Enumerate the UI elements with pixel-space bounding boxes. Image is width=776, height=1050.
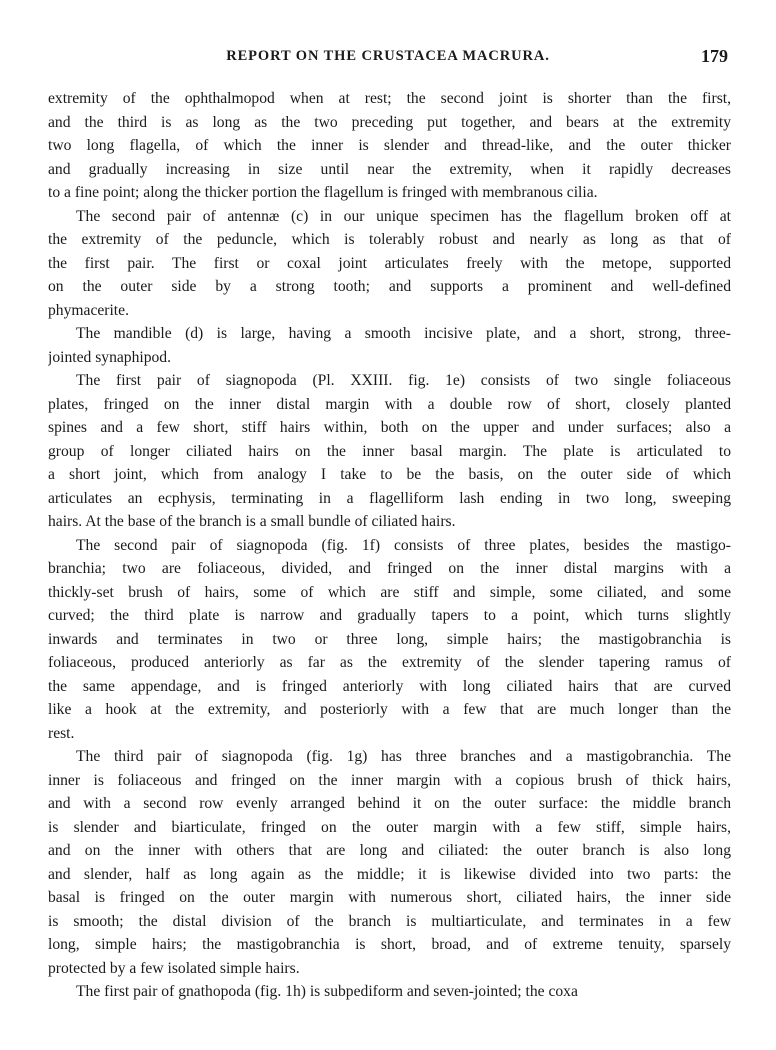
text-line: rest. [48,724,75,742]
running-title: REPORT ON THE CRUSTACEA MACRURA. [226,48,550,64]
text-line: hairs. At the base of the branch is a small bundle of ciliated hairs. [48,513,456,530]
text-line: is slender and biarticulate, fringed on the outer margin with a few stiff, simple hairs, [48,818,731,836]
text-line: and with a second row evenly arranged behind it on the outer surface: the middle branch [48,795,731,812]
text-line: and slender, half as long again as the middle; it is likewise divided into two parts: the [48,865,731,883]
text-line: the same appendage, and is fringed anteriorly with long ciliated hairs that are curved [48,677,731,695]
text-line: basal is fringed on the outer margin with numerous short, ciliated hairs, the inner side [48,889,731,906]
text-line: on the outer side by a strong tooth; and supports a prominent and well-defined [48,278,731,295]
text-line: spines and a few short, stiff hairs within, both on the upper and under surfaces; also a [48,419,731,436]
text-line: and on the inner with others that are long and ciliated: the outer branch is also long [48,842,731,859]
text-line: jointed synaphipod. [48,348,172,366]
text-line: phymacerite. [48,301,129,319]
text-line: two long flagella, of which the inner is slender and thread-like, and the outer thicker [48,137,731,154]
body-text [48,87,731,1004]
text-line: branchia; two are foliaceous, divided, and fringed on the inner distal margins with a [48,560,731,577]
text-line: thickly-set brush of hairs, some of which are stiff and simple, some ciliated, and some [48,583,731,601]
text-line: a short joint, which from analogy I take to be the basis, on the outer side of which [48,466,731,483]
text-line: the extremity of the peduncle, which is tolerably robust and nearly as long as that of [48,231,731,248]
paragraph [48,369,731,534]
text-line: The first pair of siagnopoda (Pl. XXIII. fig. 1e) consists of two single foliaceous [76,372,731,389]
page-number: 179 [701,46,728,66]
text-line: The second pair of siagnopoda (fig. 1f) consists of three plates, besides the mastigo- [76,536,731,554]
text-line: articulates an ecphysis, terminating in a flagelliform lash ending in two long, sweeping [48,489,731,507]
paragraph [48,322,731,369]
text-line: group of longer ciliated hairs on the inner basal margin. The plate is articulated to [48,442,731,460]
text-line: and the third is as long as the two preceding put together, and bears at the extremity [48,113,731,131]
text-line: foliaceous, produced anteriorly as far as the extremity of the slender tapering ramus of [48,654,731,671]
paragraph [48,980,731,1004]
text-line: long, simple hairs; the mastigobranchia is short, broad, and of extreme tenuity, sparsely [48,936,731,953]
text-line: inwards and terminates in two or three long, simple hairs; the mastigobranchia is [48,630,731,648]
text-line: The third pair of siagnopoda (fig. 1g) has three branches and a mastigobranchia. The [76,748,731,765]
text-line: is smooth; the distal division of the branch is multiarticulate, and terminates in a few [48,912,731,930]
text-line: The first pair of gnathopoda (fig. 1h) is subpediform and seven-jointed; the coxa [76,983,578,1000]
running-header [48,48,728,72]
paragraph [48,745,731,980]
paragraph [48,205,731,323]
text-line: The second pair of antennæ (c) in our unique specimen has the flagellum broken off at [76,207,731,225]
paragraph [48,87,731,205]
text-line: inner is foliaceous and fringed on the inner margin with a copious brush of thick hairs, [48,771,731,789]
text-line: to a fine point; along the thicker portion the flagellum is fringed with membranous cilia. [48,184,598,201]
text-line: The mandible (d) is large, having a smooth incisive plate, and a short, strong, three- [76,325,731,342]
text-line: like a hook at the extremity, and posteriorly with a few that are much longer than the [48,701,731,718]
text-line: curved; the third plate is narrow and gradually tapers to a point, which turns slightly [48,607,731,624]
text-line: extremity of the ophthalmopod when at rest; the second joint is shorter than the first, [48,90,731,107]
text-line: plates, fringed on the inner distal margin with a double row of short, closely planted [48,395,731,413]
paragraph [48,534,731,746]
text-line: and gradually increasing in size until near the extremity, when it rapidly decreases [48,160,731,178]
text-line: the first pair. The first or coxal joint articulates freely with the metope, supported [48,254,731,272]
text-line: protected by a few isolated simple hairs. [48,959,300,977]
